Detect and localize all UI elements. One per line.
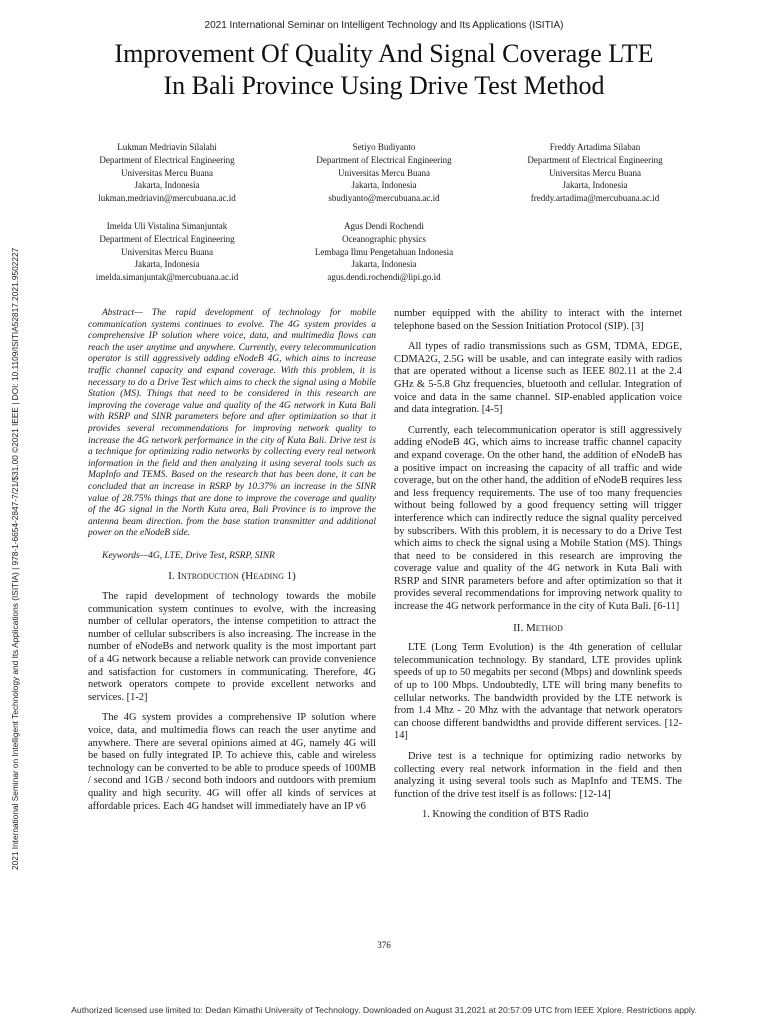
author-block-3 [490,141,700,205]
author-email: sbudiyanto@mercubuana.ac.id [328,193,440,204]
author-block-2 [279,141,489,205]
author-name: Imelda Uli Vistalina Simanjuntak [106,221,228,231]
keywords: Keywords—4G, LTE, Drive Test, RSRP, SINR [102,550,275,561]
method-paragraph-1: LTE (Long Term Evolution) is the 4th generation of cellular telecommunication technology. By standard, LTE provides uplink speeds of up to 50 megabits per second (Mbps) and downlink speeds of up to 100 Mbps. Undoubtedly, LTE will bring many benefits to cellular networks. The bandwidth provided by the LTE network is from 1.4 Mhz - 20 Mhz with the advantage that network operators can choose different bandwidths and provide different services. [12-14] [394,642,682,742]
author-name: Agus Dendi Rochendi [344,221,424,231]
method-paragraph-2: Drive test is a technique for optimizing radio networks by collecting every real network information in the field and then analyzing it using several tools such as MapInfo and TEMS. The function of the drive test itself is as follows: [12-14] [394,751,682,800]
author-name: Setiyo Budiyanto [352,142,416,152]
author-department: Department of Electrical Engineering [99,233,235,244]
author-city: Jakarta, Indonesia [562,180,628,191]
author-city: Jakarta, Indonesia [134,180,200,191]
author-email: agus.dendi.rochendi@lipi.go.id [327,272,441,283]
author-email: freddy.artadima@mercubuana.ac.id [530,193,660,204]
author-institution: Lembaga Ilmu Pengetahuan Indonesia [314,246,454,257]
right-column [394,308,682,830]
author-department: Department of Electrical Engineering [99,154,235,165]
left-column [88,308,376,821]
author-institution: Universitas Mercu Buana [549,167,641,178]
author-department: Department of Electrical Engineering [316,154,452,165]
abstract: Abstract— The rapid development of technology for mobile communication systems continues to evolve. The 4G system provides a comprehensive IP solution where voice, data, and multimedia flows can reach the user anytime and anywhere. Currently, every telecommunication operator is still aggressively adding eNodeB 4G, which aims to increase traffic channel capacity and expand coverage. With this problem, it is necessary to do a Drive Test which aims to check the signal using a Mobile Station (MS). Things that need to be considered in this research are improving the coverage value and quality of the 4G network in Kuta Bali with RSRP and SINR parameters before and after optimization so that it provides several recommendations for improving network quality to increase the 4G network performance in the city of Kuta Bali. Drive test is a technique for optimizing radio networks by collecting every real network information in the field and then analyzing it using several tools such as MapInfo and TEMS. Based on the research that has been done, it can be concluded that an increase in RSRP by 10.37% an increase in the SINR value of 28.75% things that are done to improve the coverage and quality of the 4G signal in the North Kuta area, Bali Province is to improve the antenna beam direction. from the base station transmitter and additional power on the eNodeB side. [88,308,376,539]
conference-header: 2021 International Seminar on Intelligent Technology and Its Applications (ISITIA) [204,20,564,31]
section-heading-method: II. Method [513,621,563,634]
author-name: Lukman Medriavin Silalahi [117,142,217,152]
title-line-1: Improvement Of Quality And Signal Coverage LTE [114,39,654,68]
author-city: Jakarta, Indonesia [351,180,417,191]
license-footer: Authorized licensed use limited to: Dedan Kimathi University of Technology. Downloaded on August 31,2021 at 20:57:09 UTC from IEEE Xplore. Restrictions apply. [71,1005,697,1015]
list-item: 1. Knowing the condition of BTS Radio [422,809,589,821]
author-email: lukman.medriavin@mercubuana.ac.id [98,193,236,204]
page-number: 376 [377,940,391,950]
paper-title [60,38,708,102]
title-line-2: In Bali Province Using Drive Test Method [163,71,605,100]
author-department: Oceanographic physics [342,233,426,244]
author-city: Jakarta, Indonesia [351,259,417,270]
intro-paragraph-2: The 4G system provides a comprehensive IP solution where voice, data, and multimedia flows can reach the user anytime and anywhere. There are several opinions aimed at 4G, namely 4G will be based on fully integrated IP. To achieve this, cable and wireless technology can be converted to be able to produce speeds of 100MB / second and 1GB / second both indoors and outdoors with premium quality and high security. 4G will offer all kinds of services at affordable prices. Each 4G handset will immediately have an IP v6 [88,712,376,812]
author-institution: Universitas Mercu Buana [121,167,213,178]
author-block-1 [62,141,272,205]
intro-paragraph-3: All types of radio transmissions such as GSM, TDMA, EDGE, CDMA2G, 2.5G will be usable, and can integrate easily with radios that are operated without a license such as IEEE 802.11 at the 2.4 GHz & 5-5.8 Ghz frequencies, bluetooth and cellular. Integration of voice and data in the same channel. SIP-enabled application voice and data integration. [4-5] [394,341,682,416]
section-heading-introduction: I. Introduction (Heading 1) [168,570,296,583]
author-block-4 [62,220,272,284]
author-name: Freddy Artadima Silaban [549,142,641,152]
author-institution: Universitas Mercu Buana [121,246,213,257]
author-block-5 [279,220,489,284]
author-department: Department of Electrical Engineering [527,154,663,165]
continued-paragraph: number equipped with the ability to interact with the internet telephone based on the Session Initiation Protocol (SIP). [3] [394,308,682,332]
author-email: imelda.simanjuntak@mercubuana.ac.id [95,272,239,283]
intro-paragraph-4: Currently, each telecommunication operator is still aggressively adding eNodeB 4G, which aims to increase traffic channel capacity and expand coverage. On the other hand, the addition of eNodeB has a positive impact on increasing the capacity of all traffic and wide coverage, but on the other hand, the addition of eNodeB requires less and less frequency requirements. The use of too many frequencies without being followed by a good frequency setting will trigger interference which can indirectly reduce the signal quality perceived by subscribers. With this problem, it is necessary to do a Drive Test which aims to check the signal using a Mobile Station (MS). Things that need to be considered in this research are improving the coverage value and quality of the 4G network in Kuta Bali with RSRP and SINR parameters before and after optimization so that it provides several recommendations for improving network quality to increase the 4G network performance in the city of Kuta Bali. [6-11] [394,424,682,613]
intro-paragraph-1: The rapid development of technology towards the mobile communication system continues to evolve, with the increasing number of cellular operators, the intense competition to attract the number of cellular subscribers is also increasing. The increase in the number of eNodeBs and network quality is the most important part of a 4G network because a reliable network can provide convenience and satisfaction for customers in communicating. Therefore, 4G network operators compete to provide excellent networks and services. [1-2] [88,591,376,703]
author-city: Jakarta, Indonesia [134,259,200,270]
side-margin-citation: 2021 International Seminar on Intelligent Technology and Its Applications (ISITIA) | 978-1-6654-2847-7/21/$31.00 ©2021 IEEE | DOI: 10.1109/ISITIA52817.2021.9502227 [10,247,20,870]
author-institution: Universitas Mercu Buana [338,167,430,178]
